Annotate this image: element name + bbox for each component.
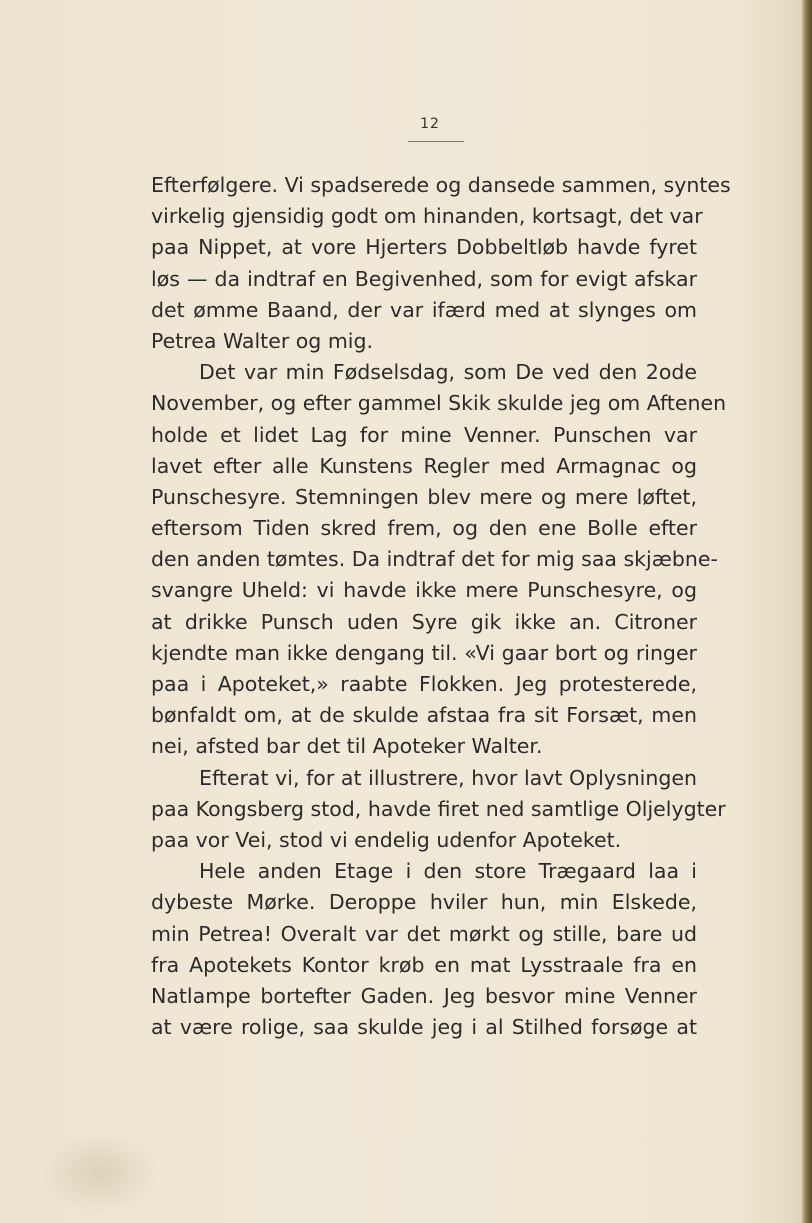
text-line: Hele anden Etage i den store Trægaard laa i (199, 859, 697, 884)
text-line: holde et lidet Lag for mine Venner. Punschen var (151, 422, 697, 447)
text-line: lavet efter alle Kunstens Regler med Armagnac og (151, 453, 697, 478)
text-line: dybeste Mørke. Deroppe hviler hun, min Elskede, (151, 890, 697, 915)
text-line: den anden tømtes. Da indtraf det for mig saa skjæbne- (151, 547, 718, 572)
paper-stain (40, 1133, 160, 1213)
text-line: det ømme Baand, der var ifærd med at slynges om (151, 297, 697, 322)
text-line: November, og efter gammel Skik skulde jeg om Aftenen (151, 391, 727, 416)
text-line: min Petrea! Overalt var det mørkt og stille, bare ud (151, 921, 697, 946)
text-line: Efterat vi, for at illustrere, hvor lavt Oplysningen (199, 765, 697, 790)
text-line: at drikke Punsch uden Syre gik ikke an. Citroner (151, 609, 697, 634)
text-line: paa Nippet, at vore Hjerters Dobbeltløb havde fyret (151, 235, 697, 260)
text-line: svangre Uheld: vi havde ikke mere Punschesyre, og (151, 578, 697, 603)
page-edge-shadow (802, 0, 812, 1223)
text-line: paa vor Vei, stod vi endelig udenfor Apoteket. (151, 827, 622, 852)
body-text (151, 170, 731, 1043)
text-line: paa i Apoteket,» raabte Flokken. Jeg protesterede, (151, 672, 697, 696)
text-line: bønfaldt om, at de skulde afstaa fra sit Forsæt, men (151, 703, 697, 728)
text-line: Punschesyre. Stemningen blev mere og mere løftet, (151, 484, 697, 509)
text-line: Efterfølgere. Vi spadserede og dansede sammen, syntes (151, 173, 731, 197)
page-number: 12 (420, 116, 440, 132)
text-line: virkelig gjensidig godt om hinanden, kortsagt, det var (151, 204, 703, 229)
text-line: at være rolige, saa skulde jeg i al Stilhed forsøge at (151, 1015, 697, 1040)
text-line: løs — da indtraf en Begivenhed, som for evigt afskar (151, 266, 697, 291)
text-line: Petrea Walter og mig. (151, 328, 374, 353)
text-line: paa Kongsberg stod, havde firet ned samtlige Oljelygter (151, 796, 726, 821)
text-line: Det var min Fødselsdag, som De ved den 2ode (199, 360, 697, 385)
page-number-rule (408, 141, 464, 142)
text-line: nei, afsted bar det til Apoteker Walter. (151, 734, 543, 759)
text-line: fra Apotekets Kontor krøb en mat Lysstraale fra en (151, 952, 697, 977)
text-line: eftersom Tiden skred frem, og den ene Bolle efter (151, 516, 697, 541)
text-line: Natlampe bortefter Gaden. Jeg besvor mine Venner (151, 983, 697, 1008)
text-line: kjendte man ikke dengang til. «Vi gaar bort og ringer (151, 640, 697, 665)
